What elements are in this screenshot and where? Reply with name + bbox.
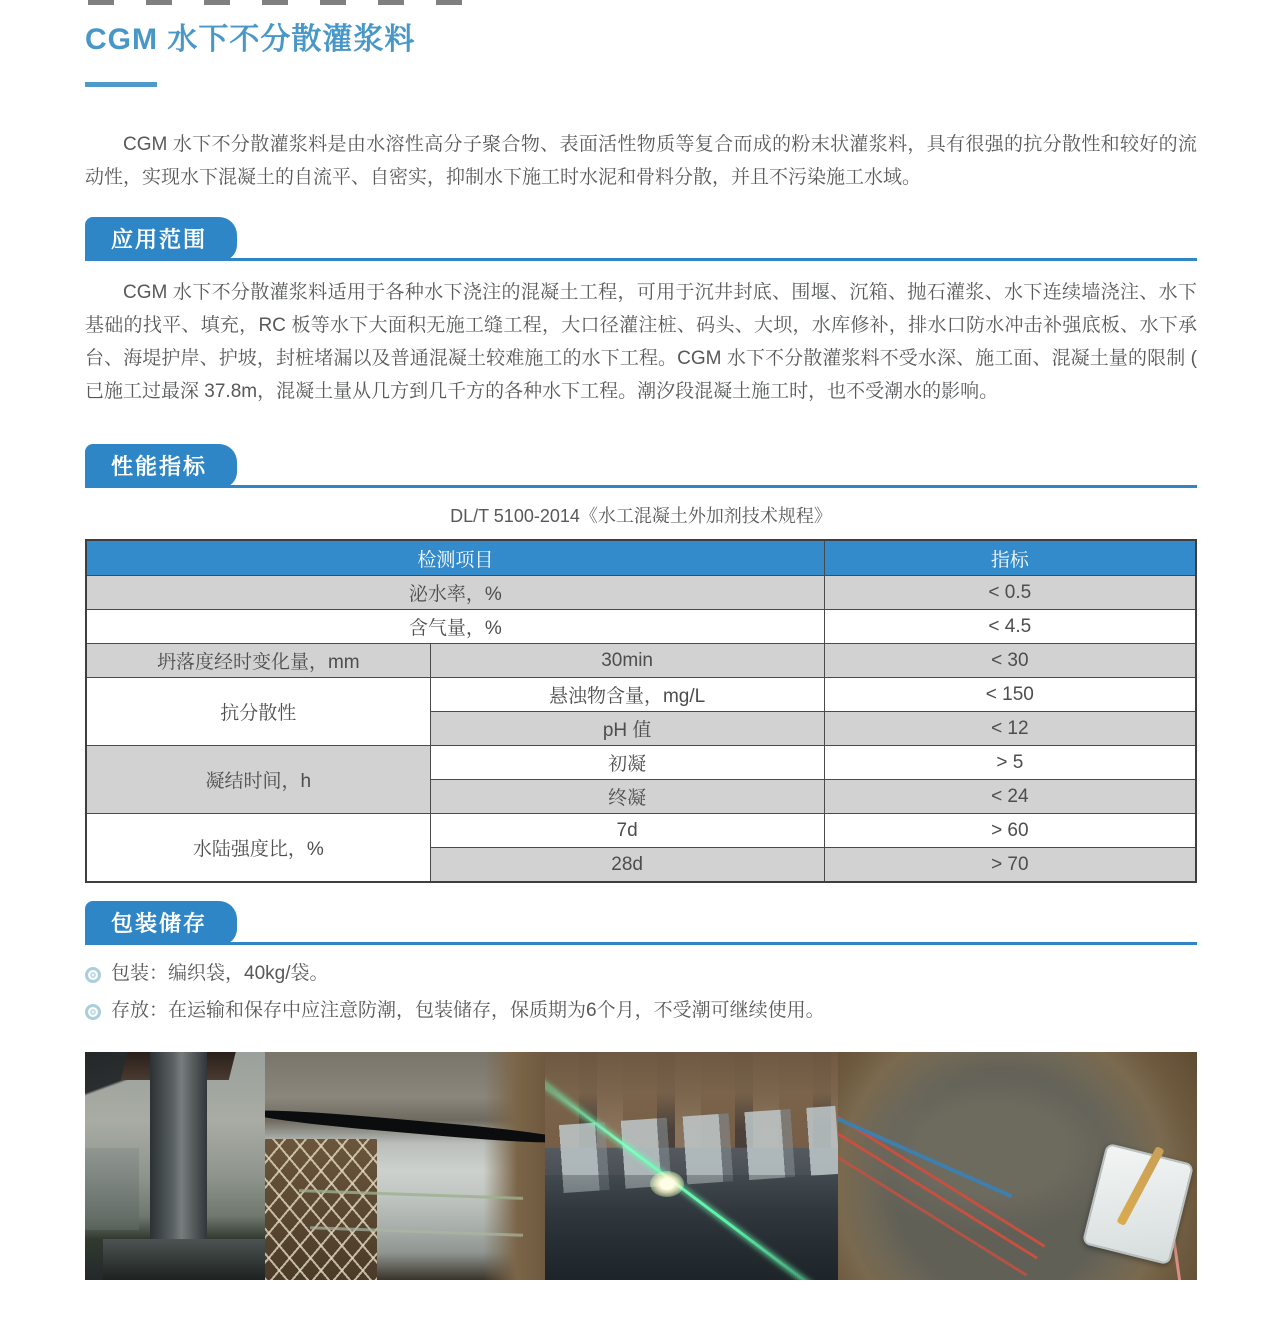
cell-item: 凝结时间，h: [86, 746, 430, 814]
cell-value: < 12: [824, 712, 1196, 746]
list-item: [85, 960, 1197, 988]
section-performance: [85, 444, 1197, 488]
photo-detail: [103, 1239, 265, 1280]
photo-detail: [650, 1171, 684, 1197]
table-row: [86, 576, 1196, 610]
table-row: [86, 746, 1196, 780]
intro-paragraph: CGM 水下不分散灌浆料是由水溶性高分子聚合物、表面活性物质等复合而成的粉末状灌浆料，具有很强的抗分散性和较好的流动性，实现水下混凝土的自流平、自密实，抑制水下施工时水泥和骨料分散，并且不污染施工水域。: [85, 134, 1197, 188]
section-rule: [85, 258, 1197, 261]
table-row: [86, 610, 1196, 644]
cell-item: 含气量，%: [86, 610, 824, 644]
ring-bullet-icon: [85, 1004, 101, 1020]
photo-detail: [85, 1148, 139, 1230]
cell-subitem: pH 值: [430, 712, 824, 746]
cropped-text-artifact: [88, 0, 468, 5]
table-row: [86, 678, 1196, 712]
table-header-row: [86, 540, 1196, 576]
cell-subitem: 终凝: [430, 780, 824, 814]
photo-detail: [265, 1139, 377, 1280]
title-underline: [85, 82, 157, 87]
packaging-bullets: [85, 960, 1197, 1025]
list-item: [85, 997, 1197, 1025]
cell-item: 水陆强度比，%: [86, 814, 430, 883]
cell-value: < 0.5: [824, 576, 1196, 610]
cell-subitem: 7d: [430, 814, 824, 848]
application-paragraph: CGM 水下不分散灌浆料适用于各种水下浇注的混凝土工程，可用于沉井封底、围堰、沉箱、抛石灌浆、水下连续墙浇注、水下基础的找平、填充，RC 板等水下大面积无施工缝工程，大口径灌注桩、码头、大坝，水库修补，排水口防水冲击补强底板、水下承台、海堤护岸、护坡，封桩堵漏以及普通混凝土较难施工的水下工程。CGM 水下不分散灌浆料不受水深、施工面、混凝土量的限制 ( 已施工过最深 37.8m，混凝土量从几方到几千方的各种水下工程。潮汐段混凝土施工时，也不受潮水的影响。: [85, 282, 1197, 402]
section-application: [85, 217, 1197, 261]
ring-bullet-icon: [85, 967, 101, 983]
section-badge-performance: 性能指标: [85, 444, 237, 488]
bullet-text: 存放：在运输和保存中应注意防潮，包装储存，保质期为6个月，不受潮可继续使用。: [111, 1000, 825, 1021]
section-badge-application: 应用范围: [85, 217, 237, 261]
cell-item: 坍落度经时变化量，mm: [86, 644, 430, 678]
section-rule: [85, 485, 1197, 488]
photo-detail: [545, 1175, 838, 1280]
cell-value: < 150: [824, 678, 1196, 712]
cell-value: < 24: [824, 780, 1196, 814]
section-packaging: [85, 901, 1197, 945]
cell-subitem: 悬浊物含量，mg/L: [430, 678, 824, 712]
table-row: [86, 644, 1196, 678]
standard-caption: DL/T 5100-2014《水工混凝土外加剂技术规程》: [450, 506, 832, 526]
cell-value: > 5: [824, 746, 1196, 780]
bullet-text: 包装：编织袋，40kg/袋。: [111, 963, 329, 984]
project-photo-strip: [85, 1052, 1197, 1280]
cell-item: 泌水率，%: [86, 576, 824, 610]
cell-value: > 70: [824, 848, 1196, 883]
cell-subitem: 初凝: [430, 746, 824, 780]
section-rule: [85, 942, 1197, 945]
header-cell-item: 检测项目: [86, 540, 824, 576]
photo-pile-steel-casing-closeup: [265, 1052, 545, 1280]
photo-caisson-pit-top-view: [838, 1052, 1197, 1280]
page-title: CGM 水下不分散灌浆料: [85, 23, 416, 56]
cell-subitem: 30min: [430, 644, 824, 678]
cell-subitem: 28d: [430, 848, 824, 883]
photo-bridge-pier-pile-column: [85, 1052, 265, 1280]
section-badge-packaging: 包装储存: [85, 901, 237, 945]
cell-value: < 30: [824, 644, 1196, 678]
photo-night-piers-with-laser: [545, 1052, 838, 1280]
cell-item: 抗分散性: [86, 678, 430, 746]
cell-value: > 60: [824, 814, 1196, 848]
photo-detail: [860, 1070, 1126, 1230]
cell-value: < 4.5: [824, 610, 1196, 644]
performance-table: [85, 539, 1197, 883]
header-cell-index: 指标: [824, 540, 1196, 576]
table-row: [86, 814, 1196, 848]
